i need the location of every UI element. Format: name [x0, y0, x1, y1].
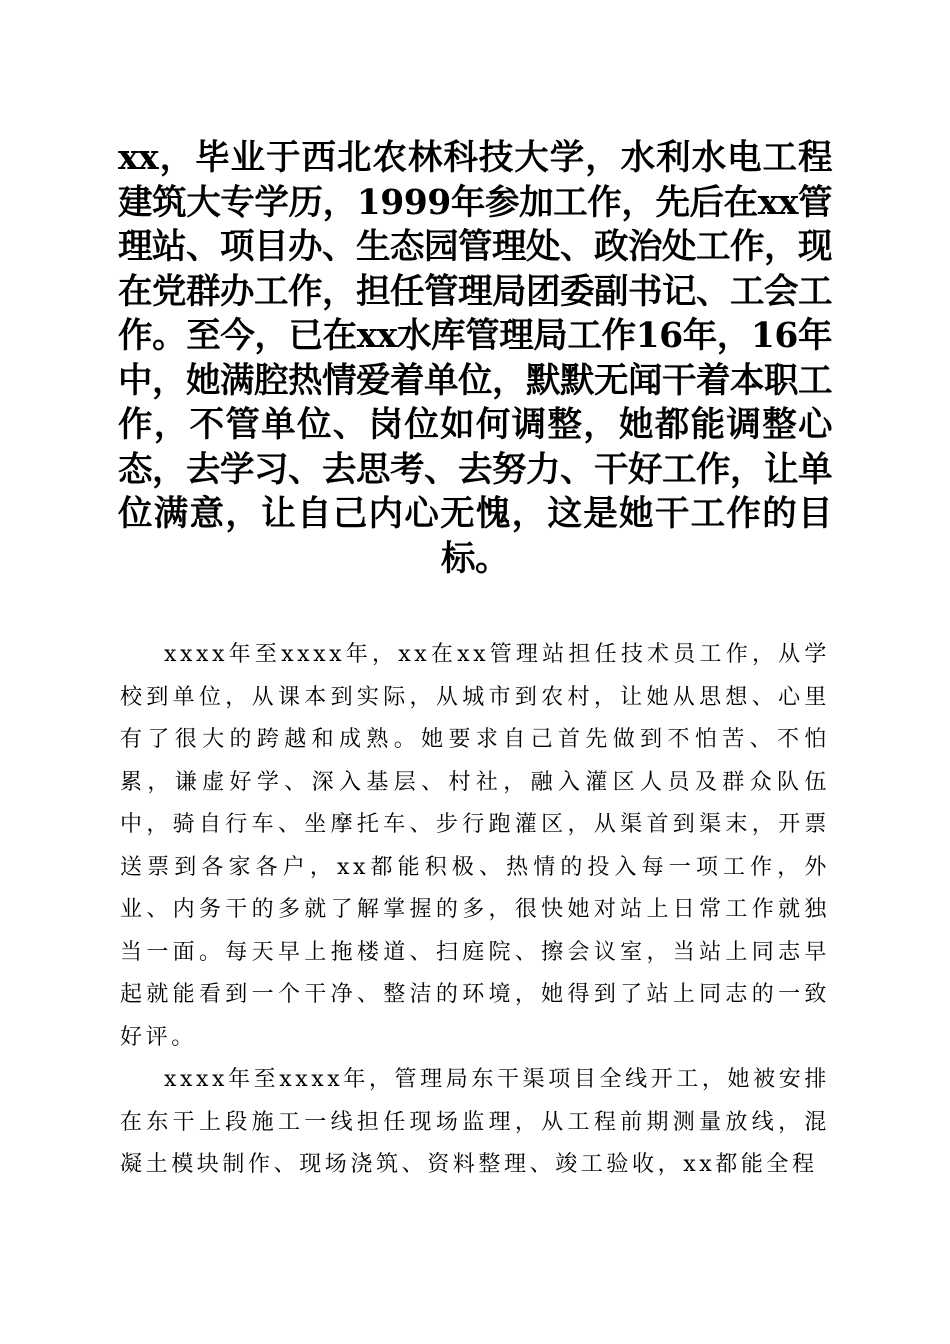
body-text: [120, 634, 830, 1187]
body-paragraph-1: xxxx年至xxxx年，xx在xx管理站担任技术员工作，从学校到单位，从课本到实际，从城市到农村，让她从思想、心里有了很大的跨越和成熟。她要求自己首先做到不怕苦、不怕累，谦虚好学、深入基层、村社，融入灌区人员及群众队伍中，骑自行车、坐摩托车、步行跑灌区，从渠首到渠末，开票送票到各家各户，xx都能积极、热情的投入每一项工作，外业、内务干的多就了解掌握的多，很快她对站上日常工作就独当一面。每天早上拖楼道、扫庭院、擦会议室，当站上同志早起就能看到一个干净、整洁的环境，她得到了站上同志的一致好评。: [120, 642, 830, 1050]
intro-paragraph: xx，毕业于西北农林科技大学，水利水电工程建筑大专学历，1999年参加工作，先后在xx管理站、项目办、生态园管理处、政治处工作，现在党群办工作，担任管理局团委副书记、工会工作。至今，已在xx水库管理局工作16年，16年中，她满腔热情爱着单位，默默无闻干着本职工作，不管单位、岗位如何调整，她都能调整心态，去学习、去思考、去努力、干好工作，让单位满意，让自己内心无愧，这是她干工作的目标。: [118, 138, 832, 579]
body-paragraph-2: xxxx年至xxxx年，管理局东干渠项目全线开工，她被安排在东干上段施工一线担任现场监理，从工程前期测量放线，混凝土模块制作、现场浇筑、资料整理、竣工验收，xx都能全程: [120, 1067, 830, 1177]
